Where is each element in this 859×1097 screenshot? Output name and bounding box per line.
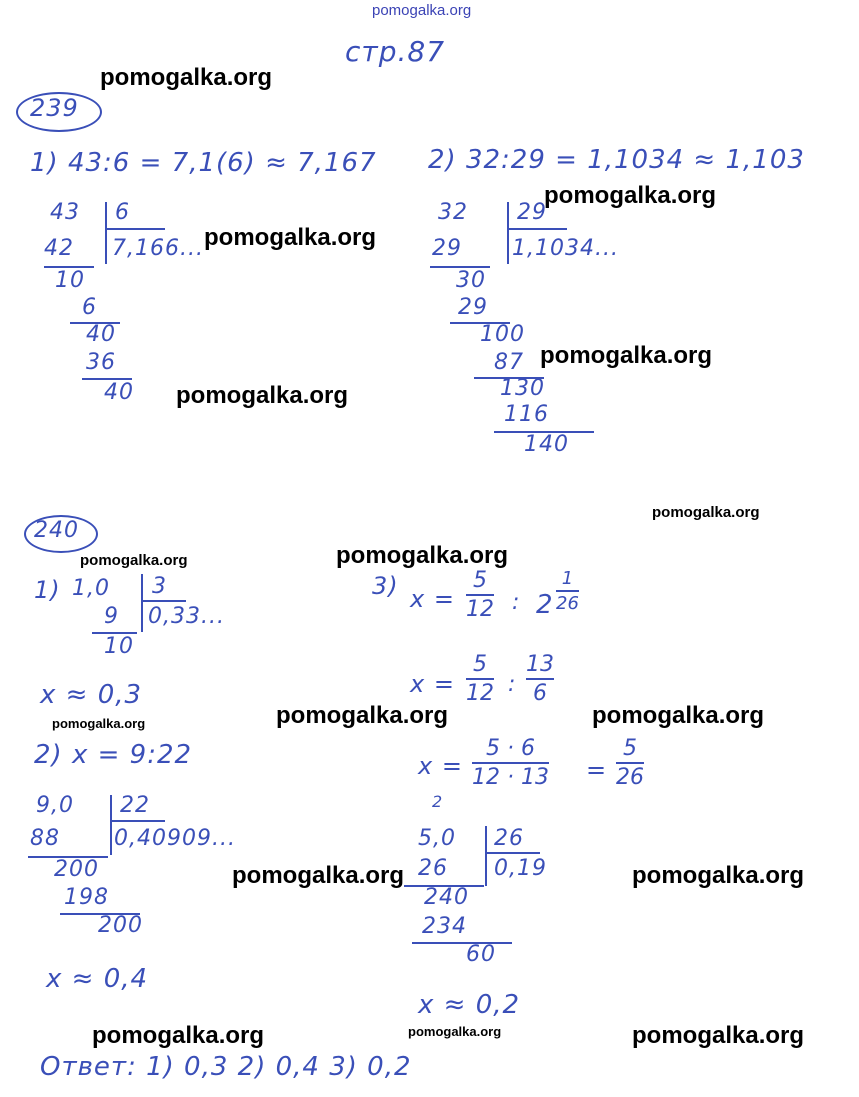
watermark: pomogalka.org	[540, 342, 713, 369]
t240-p1-divisor: 3	[152, 574, 167, 599]
task-239-part2-line: 2) 32:29 = 1,1034 ≈ 1,103	[428, 145, 805, 175]
t240-p1-answer: x ≈ 0,3	[40, 680, 143, 710]
frac-den: 26	[556, 593, 579, 614]
t240-p1-quotient: 0,33...	[148, 604, 225, 629]
t240-p3-x3: x =	[418, 752, 463, 780]
t240-p3-eq: =	[586, 756, 608, 784]
watermark: pomogalka.org	[336, 542, 509, 569]
watermark: pomogalka.org	[232, 862, 405, 889]
t240-p3-vline	[485, 826, 487, 886]
t239-p1-row: 40	[104, 380, 134, 405]
task-240-number: 240	[34, 518, 79, 543]
t239-p1-vline	[105, 202, 107, 264]
t239-p1-divisor: 6	[115, 200, 130, 225]
t240-p3-dividend: 5,0	[418, 826, 456, 851]
final-answer: Ответ: 1) 0,3 2) 0,4 3) 0,2	[40, 1052, 412, 1082]
t239-p2-row: 140	[524, 432, 569, 457]
frac-num: 5	[473, 568, 487, 593]
frac-num: 1	[561, 568, 574, 589]
watermark: pomogalka.org	[52, 716, 146, 731]
t239-p1-quotient: 7,166...	[112, 236, 204, 261]
watermark: pomogalka.org	[276, 702, 449, 729]
t240-p3-label: 3)	[372, 572, 399, 600]
t240-p3-row: 234	[422, 914, 467, 939]
t239-p2-dividend: 32	[438, 200, 468, 225]
page-header: стр.87	[345, 35, 446, 68]
t239-p1-row: 6	[82, 295, 97, 320]
frac-den: 12 · 13	[472, 765, 549, 790]
frac-num: 5	[623, 736, 637, 761]
t240-p2-sub1: 88	[30, 826, 60, 851]
t239-p2-vline	[507, 202, 509, 264]
watermark: pomogalka.org	[92, 1022, 265, 1049]
t239-p2-row: 30	[456, 268, 486, 293]
t240-p3-op2: :	[508, 672, 517, 697]
t240-p2-hline	[110, 820, 165, 822]
frac-num: 5	[473, 652, 487, 677]
t240-p3-cancel: 2	[432, 792, 444, 811]
t240-p3-row: 60	[466, 942, 496, 967]
t240-p2-line: 2) x = 9:22	[34, 740, 193, 770]
t239-p2-quotient: 1,1034...	[512, 236, 619, 261]
task-239-number: 239	[30, 94, 79, 122]
t240-p3-hline	[485, 852, 540, 854]
t239-p2-row: 130	[500, 376, 545, 401]
watermark: pomogalka.org	[544, 182, 717, 209]
t240-p3-sub1: 26	[418, 856, 448, 881]
t240-p3-x2: x =	[410, 670, 455, 698]
watermark: pomogalka.org	[632, 1022, 805, 1049]
watermark: pomogalka.org	[632, 862, 805, 889]
t240-p2-row: 198	[64, 885, 109, 910]
t240-p2-vline	[110, 795, 112, 855]
t240-p2-answer: x ≈ 0,4	[46, 964, 149, 994]
t240-p3-divisor: 26	[494, 826, 524, 851]
frac-num: 13	[526, 652, 554, 677]
t239-p2-hline	[507, 228, 567, 230]
watermark: pomogalka.org	[176, 382, 349, 409]
watermark: pomogalka.org	[100, 64, 273, 91]
watermark: pomogalka.org	[204, 224, 377, 251]
frac-den: 12	[466, 597, 494, 622]
t240-p3-frac4	[526, 652, 554, 706]
t239-p1-dividend: 43	[50, 200, 80, 225]
watermark: pomogalka.org	[408, 1024, 502, 1039]
t239-p2-row: 29	[458, 295, 488, 320]
t239-p2-row: 116	[504, 402, 549, 427]
t239-p1-row: 40	[86, 322, 116, 347]
t239-p1-hline	[105, 228, 165, 230]
t240-p2-divisor: 22	[120, 793, 150, 818]
t240-p1-rem: 10	[104, 634, 134, 659]
frac-den: 26	[616, 765, 644, 790]
t240-p3-whole: 2	[536, 590, 554, 620]
t239-p2-divisor: 29	[517, 200, 547, 225]
t239-p1-row: 36	[86, 350, 116, 375]
t240-p3-frac5	[472, 736, 549, 790]
t240-p2-row: 200	[98, 913, 143, 938]
t240-p3-op: :	[512, 590, 521, 615]
t240-p3-answer: x ≈ 0,2	[418, 990, 521, 1020]
frac-den: 12	[466, 681, 494, 706]
t240-p1-label: 1)	[34, 576, 61, 604]
t240-p2-dividend: 9,0	[36, 793, 74, 818]
t239-p2-row: 100	[480, 322, 525, 347]
t240-p3-x: x =	[410, 585, 455, 613]
t240-p3-frac1	[466, 568, 494, 622]
task-239-part1-line: 1) 43:6 = 7,1(6) ≈ 7,167	[30, 148, 377, 178]
t239-p1-row: 10	[55, 268, 85, 293]
t240-p3-quotient: 0,19	[494, 856, 547, 881]
t240-p3-frac6	[616, 736, 644, 790]
t240-p1-vline	[141, 574, 143, 632]
t240-p3-u2	[412, 942, 512, 944]
frac-num: 5 · 6	[485, 736, 535, 761]
watermark: pomogalka.org	[80, 552, 188, 569]
t240-p3-frac2	[556, 568, 579, 614]
watermark: pomogalka.org	[652, 504, 760, 521]
t240-p1-hline	[141, 600, 186, 602]
t240-p1-dividend: 1,0	[72, 576, 110, 601]
watermark: pomogalka.org	[592, 702, 765, 729]
t240-p2-row: 200	[54, 857, 99, 882]
t240-p1-sub: 9	[104, 604, 119, 629]
t239-p2-row: 87	[494, 350, 524, 375]
t240-p3-frac3	[466, 652, 494, 706]
t239-p2-sub1: 29	[432, 236, 462, 261]
frac-den: 6	[533, 681, 547, 706]
t239-p1-sub1: 42	[44, 236, 74, 261]
watermark-top: pomogalka.org	[372, 2, 472, 19]
t240-p3-row: 240	[424, 885, 469, 910]
t240-p2-quotient: 0,40909...	[114, 826, 236, 851]
